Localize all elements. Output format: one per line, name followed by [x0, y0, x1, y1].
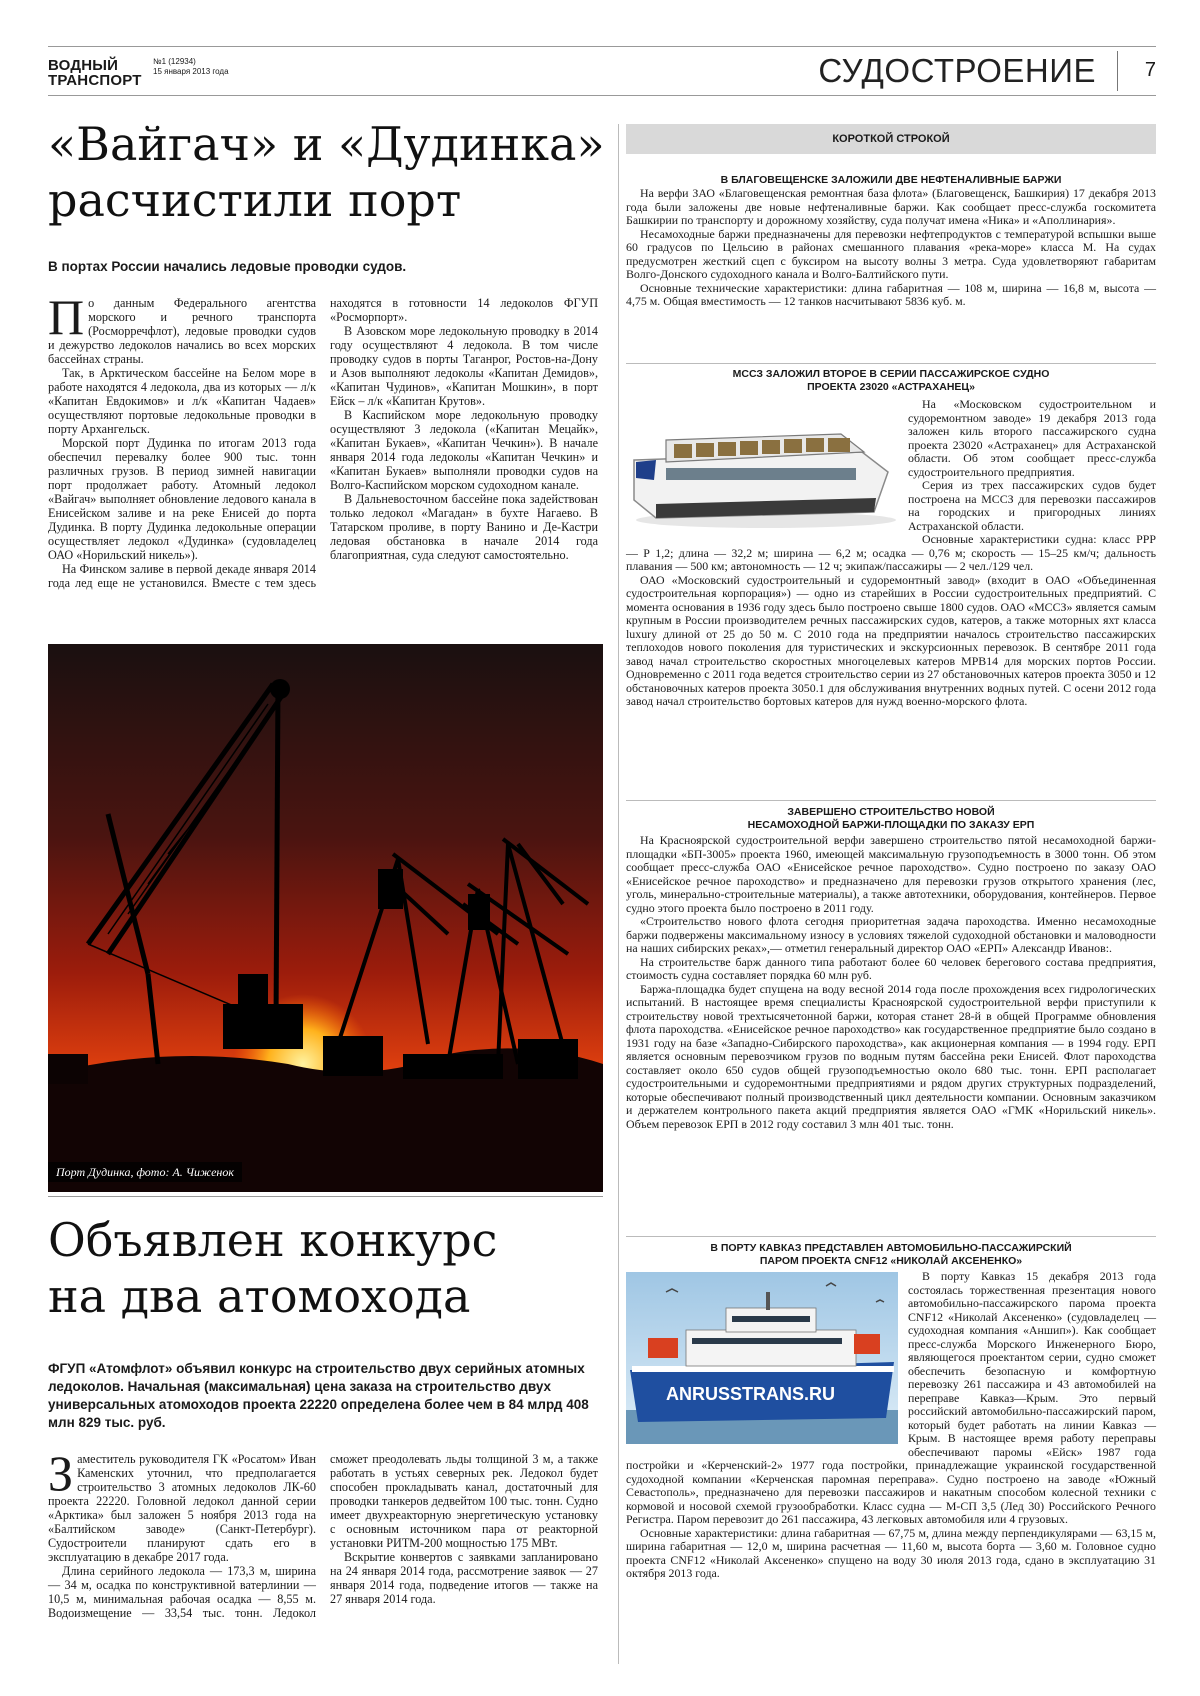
article1-paragraph: В Дальневосточном бассейне пока задействован только ледокол «Магадан» в бухте Нагаево. В Татарском проливе, в порту Ванино и Де-Кастри ледовая обстановка в начале 2014 года благоприятная, суда следуют самостоятельно. — [330, 492, 598, 562]
article1-lead: В портах России начались ледовые проводки судов. — [48, 259, 407, 274]
news2-title — [626, 368, 1156, 394]
news2-paragraph: ОАО «Московский судостроительный и судоремонтный завод» (входит в ОАО «Объединенная судостроительная корпорация») — одно из старейших в России судостроительных предприятий. С момента основания в 1936 году здесь было построено свыше 1800 судов. ОАО «МССЗ» является самым крупным в России производителем речных пассажирских судов, катеров, а также моторных яхт класса luxury длиной от 25 до 50 м. С 2010 года на предприятии началось строительство пассажирских теплоходов нового поколения для туристических и экскурсионных перевозок. В сентябре 2011 года завод начал строительство скоростных многоцелевых катеров МРВ14 для морских портов России. Одновременно с 2011 года ведется строительство серии из 27 обстановочных катеров проекта 3050 и 12 обстановочных катеров проекта 3050.1 для обслуживания внутренних водных путей. С осени 2012 года завод начал строительство бортовых катеров для нужд военно-морского флота. — [626, 572, 1156, 708]
news2-title-line1: МССЗ ЗАЛОЖИЛ ВТОРОЕ В СЕРИИ ПАССАЖИРСКОЕ СУДНО — [732, 368, 1050, 380]
cranes-silhouette-image — [48, 644, 603, 1192]
short-news-band: КОРОТКОЙ СТРОКОЙ — [626, 124, 1156, 154]
news-divider — [626, 1236, 1156, 1237]
news1-paragraph: На верфи ЗАО «Благовещенская ремонтная база флота» (Благовещенск, Башкирия) 17 декабря 2013 года были заложены две новые нефтеналивные баржи. Как сообщает пресс-служба госкомитета Башкирии по транспорту и дорожному хозяйству, суда получат имена «Ника» и «Аполлинария». — [626, 186, 1156, 227]
page-number: 7 — [1144, 59, 1156, 81]
logo-bottom: ТРАНСПОРТ — [48, 72, 142, 89]
news4-paragraph: В порту Кавказ 15 декабря 2013 года состоялась торжественная презентация нового автомобильно-пассажирского парома проекта CNF12 «Николай Аксененко» (судовладелец — судоходная компания «Аншип»). Как сообщает пресс-служба Морского Инженерного Бюро, являющегося проектантом серии, судно сможет обеспечить безопасную и комфортную перевозку 261 пассажира и 43 автомобилей на переправе Кавказ—Крым. Это первый российский автомобильно-пассажирский паром, который будет работать на линии Кавказ — Крым. В настоящее время работу переправы обеспечивают паромы «Ейск» 1987 года постройки и «Керченский-2» 1977 года постройки, принадлежащие украинской государственной судоходной компании «Керченская паромная переправа». Судно построено на заводе «Южный Севастополь», предназначено для перевозки пассажиров и накатным способом колесной техники с кормовой и носовой схемой грузообработки. Класс судна — М-СП 3,5 (Лед 30) Российского Речного Регистра. Паром перевозит до 261 пассажира, 43 легковых автомобиля или 4 грузовых. — [626, 1269, 1156, 1526]
issue-date: 15 января 2013 года — [153, 67, 229, 76]
news-divider — [626, 800, 1156, 801]
section-divider — [48, 1196, 603, 1197]
news2-title-line2: ПРОЕКТА 23020 «АСТРАХАНЕЦ» — [807, 381, 975, 393]
news4-title — [626, 1242, 1156, 1268]
column-divider — [618, 124, 619, 1664]
news2-paragraph: Основные характеристики судна: класс РРР — Р 1,2; длина — 32,2 м; ширина — 6,2 м; осадка — 0,76 м; скорость — 15–25 км/ч; дальность плавания — 500 км; автономность — 12 ч; экипаж/пассажиры — 2 чел./129 чел. — [626, 532, 1156, 573]
article1-title-line2: расчистили порт — [48, 173, 462, 227]
news2-paragraph: На «Московском судостроительном и судоремонтном заводе» 19 декабря 2013 года заложен киль второго пассажирского судна проекта 23020 «Астраханец» для Астраханской области. Об этом сообщает пресс-служба судостроительного предприятия. — [908, 397, 1156, 479]
news4-title-line2: ПАРОМ ПРОЕКТА CNF12 «НИКОЛАЙ АКСЕНЕНКО» — [759, 1255, 1023, 1267]
news1-paragraph: Несамоходные баржи предназначены для перевозки нефтепродуктов с температурой вспышки выше 60 градусов по Цельсию в районах смешанного плавания «река-море» класса М. На судах предусмотрен жесткий сцеп с буксиром на высоту волны 3 метра. Суда удовлетворяют габаритам Волго-Донского судоходного канала и Волго-Балтийского пути. — [626, 226, 1156, 281]
news1-body — [626, 187, 1156, 309]
article2-paragraph: Длина серийного ледокола — 173,3 м, ширина — 34 м, осадка по конструктивной ватерлинии — 10,5 м, минимальная рабочая осадка — 8,55 м. Водоизмещение — 33,54 тыс. тонн. Ледокол сможет преодолевать льды толщиной 3 м, а также работать в устьях северных рек. Ледокол будет способен прокладывать канал, достаточный для проводки танкеров дедвейтом 100 тыс. тонн. Судно имеет двухреакторную энергетическую установку с основным источником пара от реакторной установки РИТМ-200 мощностью 175 МВт. — [48, 1452, 598, 1620]
article1-paragraph: На Финском заливе в первой декаде января 2014 года лед еще не установился. Вместе с тем здесь находятся в готовности 14 ледоколов ФГУП «Росморпорт». — [48, 296, 598, 590]
article1-paragraph: В Каспийском море ледокольную проводку осуществляют 3 ледокола («Капитан Мецайк», «Капитан Букаев», «Капитан Чечкин»). В начале января 2014 года ледоколы «Капитан Чечкин» и «Капитан Букаев» выполняли проводки судов на Волго-Каспийском морском судоходном канале. — [330, 408, 598, 492]
article2-title-line1: Объявлен конкурс — [48, 1213, 498, 1267]
article1-paragraph: В Азовском море ледокольную проводку в 2014 году осуществляют 4 ледокола. В том числе проводку судов в порты Таганрог, Ростов-на-Дону и Азов выполняют ледоколы «Капитан Демидов», «Капитан Чудинов», «Капитан Мошкин», в порт Ейск – л/к «Капитан Крутов». — [330, 324, 598, 408]
section-rubric: СУДОСТРОЕНИЕ — [818, 52, 1096, 89]
news3-paragraph: На Красноярской судостроительной верфи завершено строительство пятой несамоходной баржи-площадки «БП-3005» проекта 1960, имеющей максимальную грузоподъемность в 3000 тонн. Об этом сообщает пресс-служба ОАО «Енисейское речное пароходство». Судно построено по заказу ОАО «Енисейское речное пароходство» и предназначено для перевозки грузов открытого хранения (лес, уголь, минерально-строительные материалы), а также автотехники, оборудования, контейнеров. Первое судно этого проекта было построено в 2011 году. — [626, 833, 1156, 915]
issue-number: №1 (12934) — [153, 57, 196, 66]
news-divider — [626, 363, 1156, 364]
article2-paragraph: Вскрытие конвертов с заявками запланировано на 24 января 2014 года, рассмотрение заявок — 27 января 2014 года, подведение итогов — также на 27 января 2014 года. — [330, 1550, 598, 1606]
article1-body — [48, 289, 598, 626]
news3-paragraph: Баржа-площадка будет спущена на воду весной 2014 года после прохождения всех гидрологических испытаний. В настоящее время специалисты Красноярской судостроительной верфи приступили к строительству новой трехтысячетонной баржи, которая станет 28-й в общей Программе обновления флота пароходства. «Енисейское речное пароходство» как государственное предприятие было создано в 1931 году на базе «Западно-Сибирского пароходства», как акционерная компания — в 1994 году. ЕРП является основным перевозчиком грузов по водным путям бассейна реки Енисей. Флот пароходства составляет около 650 судов общей грузоподъемностью около 680 тыс. тонн. ЕРП располагает судостроительными и судоремонтными предприятиями и рядом других структурных подразделений, которые обеспечивают полный производственный цикл деятельности компании. Основным заказчиком и держателем контрольного пакета акций предприятия является ОАО «ГМК «Норильский никель». Объем перевозок ЕРП в 2012 году составил 3 млн 401 тыс. тонн. — [626, 981, 1156, 1131]
ferry-hull-lettering: ANRUSSTRANS.RU — [666, 1384, 836, 1404]
article1-paragraph: Морской порт Дудинка по итогам 2013 года обеспечил перевалку более 900 тыс. тонн различных грузов. В период зимней навигации порт продолжает работу. Атомный ледокол «Вайгач» выполняет обновление ледового канала в Енисейском заливе и на реке Енисей до порта Дудинка. В порту Дудинка ледокольные операции осуществляет ледокол «Дудинка» (судовладелец ОАО «Норильский никель»). — [48, 436, 316, 562]
port-sunset-photo — [48, 644, 603, 1192]
news1-paragraph: Основные технические характеристики: длина габаритная — 108 м, ширина — 16,8 м, высота — 4,75 м. Общая вместимость — 12 танков насчитывают 5836 куб. м. — [626, 280, 1156, 308]
news2-paragraph: Серия из трех пассажирских судов будет построена на МССЗ для перевозки пассажиров на городских и пригородных линиях Астраханской области. — [908, 478, 1156, 533]
news3-paragraph: «Строительство нового флота сегодня приоритетная задача пароходства. Именно несамоходные баржи подвержены максимальному износу в условиях тяжелой судоходной обстановки и маловодности на наших сибирских реках»,— отметил генеральный директор ОАО «ЕРП» Александр Иванов:. — [626, 914, 1156, 955]
article2-lead: ФГУП «Атомфлот» объявил конкурс на строительство двух серийных атомных ледоколов. Начальная (максимальная) цена заказа на строительство двух универсальных атомоходов проекта 22220 определена более чем в 84 млрд 408 млн 829 тыс. руб. — [48, 1361, 589, 1430]
news3-paragraph: На строительстве барж данного типа работают более 60 человек берегового состава предприятия, стоимость судна составляет порядка 60 млн руб. — [626, 954, 1156, 982]
news4-title-line1: В ПОРТУ КАВКАЗ ПРЕДСТАВЛЕН АВТОМОБИЛЬНО-ПАССАЖИРСКИЙ — [710, 1242, 1072, 1254]
ferry-photo — [626, 1272, 898, 1444]
news2-body — [626, 398, 1156, 709]
article2-paragraph: Заместитель руководителя ГК «Росатом» Иван Каменских уточнил, что предполагается строительство 3 атомных ледоколов ЛК-60 проекта 22220. Головной ледокол данной серии «Арктика» был заложен 5 ноября 2013 года на «Балтийском заводе» (Санкт-Петербург). Судостроители планируют сдать его в эксплуатацию в декабре 2017 года. — [48, 1445, 316, 1564]
passenger-ship-render — [626, 400, 898, 540]
page-header — [48, 46, 1156, 96]
news4-body — [626, 1270, 1156, 1581]
news3-title-line2: НЕСАМОХОДНОЙ БАРЖИ-ПЛОЩАДКИ ПО ЗАКАЗУ ЕРП — [747, 819, 1035, 831]
header-divider — [1117, 51, 1118, 91]
news3-title — [626, 806, 1156, 832]
news3-body — [626, 834, 1156, 1131]
article2-title-line2: на два атомохода — [48, 1269, 471, 1323]
photo-caption: Порт Дудинка, фото: А. Чиженок — [48, 1162, 242, 1182]
article1-headline — [48, 116, 618, 228]
article1-paragraph: Так, в Арктическом бассейне на Белом море в работе находятся 4 ледокола, два из которых — л/к «Капитан Евдокимов» и л/к «Капитан Чадаев» осуществляют портовые ледокольные проводки в порту Архангельск. — [48, 366, 316, 436]
article1-paragraph: По данным Федерального агентства морского и речного транспорта (Росморречфлот), ледовые проводки судов и дежурство ледоколов начались во всех морских бассейнах страны. — [48, 289, 316, 366]
news4-paragraph: Основные характеристики: длина габаритная — 67,75 м, длина между перпендикулярами — 63,15 м, ширина габаритная — 12,0 м, ширина расчетная — 11,60 м, высота борта — 3,60 м. Головное судно проекта CNF12 «Николай Аксененко» спущено на воду 30 июля 2013 года, сдано в эксплуатацию 31 октября 2013 года. — [626, 1525, 1156, 1580]
news3-title-line1: ЗАВЕРШЕНО СТРОИТЕЛЬСТВО НОВОЙ — [787, 806, 995, 818]
news1-title: В БЛАГОВЕЩЕНСКЕ ЗАЛОЖИЛИ ДВЕ НЕФТЕНАЛИВНЫЕ БАРЖИ — [720, 174, 1062, 186]
article1-title-line1: «Вайгач» и «Дудинка» — [48, 117, 605, 171]
drop-cap: П — [48, 289, 85, 345]
article2-body — [48, 1445, 598, 1662]
article2-headline — [48, 1212, 618, 1324]
newspaper-logo — [48, 53, 142, 88]
logo-top: ВОДНЫЙ — [48, 57, 119, 74]
issue-info — [153, 57, 229, 77]
drop-cap: З — [48, 1445, 74, 1501]
